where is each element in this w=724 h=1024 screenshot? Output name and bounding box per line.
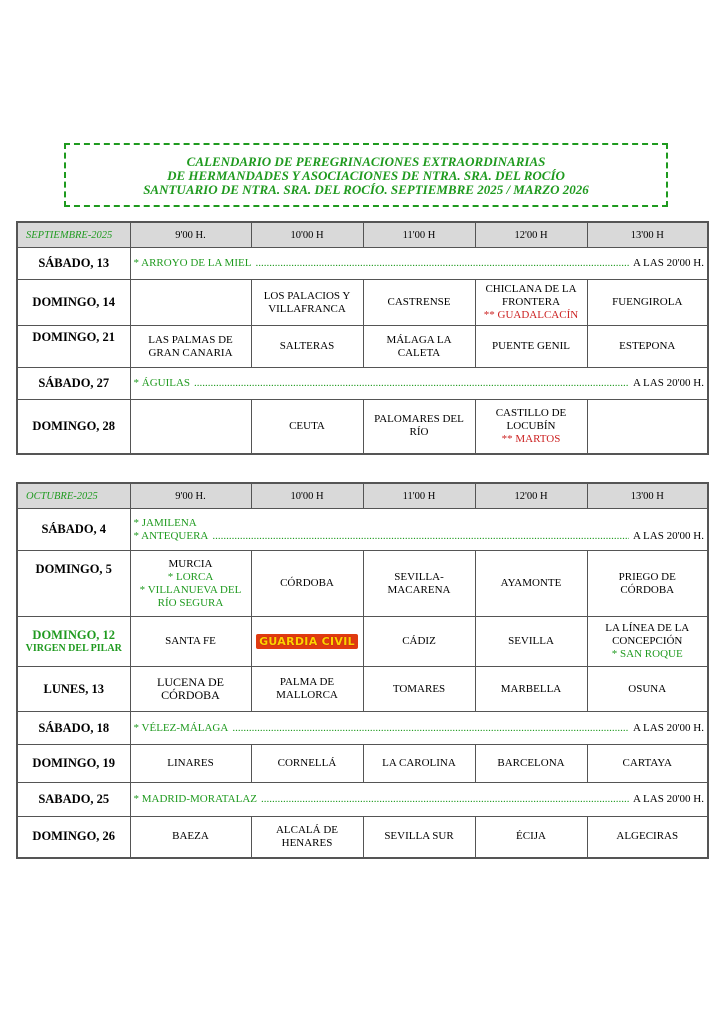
- table-header-row: [17, 483, 708, 509]
- month-label: SEPTIEMBRE-2025: [17, 222, 130, 248]
- time-header: 11'00 H: [363, 222, 475, 248]
- cell-12h: PUENTE GENIL: [475, 326, 587, 368]
- time-header: 10'00 H: [251, 222, 363, 248]
- single-event: [130, 248, 708, 280]
- cell-10h: LOS PALACIOS Y VILLAFRANCA: [251, 280, 363, 326]
- time-header: 13'00 H: [587, 222, 708, 248]
- event-name: * ANTEQUERA: [133, 529, 209, 542]
- event-name: * MADRID-MORATALAZ: [133, 793, 257, 805]
- cell-10h: ALCALÁ DE HENARES: [251, 817, 363, 858]
- cell-12h: ÉCIJA: [475, 817, 587, 858]
- hermandad-name: CHICLANA DE LA FRONTERA: [485, 283, 577, 308]
- table-header-row: [17, 222, 708, 248]
- day-label: SÁBADO, 4: [17, 509, 130, 551]
- hermandad-name: CASTILLO DE LOCUBÍN: [495, 406, 567, 432]
- table-row: [17, 326, 708, 368]
- cell-10h: [251, 617, 363, 667]
- cell-12h: SEVILLA: [475, 617, 587, 667]
- day-label: LUNES, 13: [17, 667, 130, 712]
- day-label: SABADO, 25: [17, 783, 130, 817]
- table-row: [17, 745, 708, 783]
- event-name: * VÉLEZ-MÁLAGA: [133, 721, 229, 734]
- cell-10h: CÓRDOBA: [251, 551, 363, 617]
- table-row: [17, 712, 708, 745]
- day-label: DOMINGO, 21: [17, 326, 130, 368]
- cell-13h: OSUNA: [587, 667, 708, 712]
- single-event: [130, 509, 708, 551]
- hermandad-name: MURCIA: [168, 557, 213, 570]
- cell-12h: AYAMONTE: [475, 551, 587, 617]
- event-time: A LAS 20'00 H.: [632, 721, 704, 734]
- table-row: [17, 400, 708, 454]
- cell-9h: SANTA FE: [130, 617, 251, 667]
- day-label: DOMINGO, 12 VIRGEN DEL PILAR: [17, 617, 130, 667]
- table-row: [17, 509, 708, 551]
- title-line-2: DE HERMANDADES Y ASOCIACIONES DE NTRA. SRA. DEL ROCÍO: [167, 168, 565, 183]
- table-row: [17, 783, 708, 817]
- guardia-civil-logo: GUARDIA CIVIL: [256, 634, 358, 649]
- cell-9h: [130, 400, 251, 454]
- event-time: A LAS 20'00 H.: [632, 529, 704, 542]
- cell-13h: [587, 400, 708, 454]
- day-label: DOMINGO, 26: [17, 817, 130, 858]
- table-row: [17, 280, 708, 326]
- cell-12h: [475, 280, 587, 326]
- cell-13h: ALGECIRAS: [587, 817, 708, 858]
- cell-10h: SALTERAS: [251, 326, 363, 368]
- cell-11h: SEVILLA-MACARENA: [363, 551, 475, 617]
- cell-11h: MÁLAGA LA CALETA: [363, 326, 475, 368]
- cell-9h: LUCENA DE CÓRDOBA: [130, 667, 251, 712]
- time-header: 10'00 H: [251, 483, 363, 509]
- event-time: A LAS 20'00 H.: [632, 377, 704, 389]
- calendar-title-box: [64, 143, 668, 207]
- hermandad-name-extra: * LORCA: [167, 570, 214, 583]
- day-label: SÁBADO, 13: [17, 248, 130, 280]
- time-header: 11'00 H: [363, 483, 475, 509]
- day-label: DOMINGO, 5: [17, 551, 130, 617]
- event-name: * ARROYO DE LA MIEL: [133, 257, 252, 269]
- day-label: SÁBADO, 18: [17, 712, 130, 745]
- cell-12h: [475, 400, 587, 454]
- cell-11h: SEVILLA SUR: [363, 817, 475, 858]
- time-header: 13'00 H: [587, 483, 708, 509]
- title-line-3: SANTUARIO DE NTRA. SRA. DEL ROCÍO. SEPTIEMBRE 2025 / MARZO 2026: [143, 182, 589, 197]
- day-label: DOMINGO, 28: [17, 400, 130, 454]
- october-table: [16, 482, 709, 859]
- cell-9h: [130, 280, 251, 326]
- cell-10h: PALMA DE MALLORCA: [251, 667, 363, 712]
- month-label: OCTUBRE-2025: [17, 483, 130, 509]
- september-table: [16, 221, 709, 455]
- event-name: * JAMILENA: [133, 516, 197, 529]
- table-row: [17, 248, 708, 280]
- day-sublabel: VIRGEN DEL PILAR: [25, 642, 122, 654]
- cell-9h: LAS PALMAS DE GRAN CANARIA: [130, 326, 251, 368]
- hermandad-name-extra: * VILLANUEVA DEL: [139, 583, 242, 596]
- table-row: [17, 667, 708, 712]
- cell-13h: PRIEGO DE CÓRDOBA: [587, 551, 708, 617]
- single-event: [130, 712, 708, 745]
- cell-13h: FUENGIROLA: [587, 280, 708, 326]
- time-header: 9'00 H.: [130, 483, 251, 509]
- single-event: [130, 783, 708, 817]
- event-name: * ÁGUILAS: [133, 377, 191, 389]
- cell-13h: CARTAYA: [587, 745, 708, 783]
- cell-9h: [130, 551, 251, 617]
- title-line-1: CALENDARIO DE PEREGRINACIONES EXTRAORDINARIAS: [186, 154, 546, 169]
- cell-11h: CÁDIZ: [363, 617, 475, 667]
- cell-10h: CEUTA: [251, 400, 363, 454]
- hermandad-name-extra: RÍO SEGURA: [157, 596, 224, 609]
- hermandad-name-extra: ** MARTOS: [501, 432, 561, 445]
- cell-11h: TOMARES: [363, 667, 475, 712]
- time-header: 12'00 H: [475, 483, 587, 509]
- hermandad-name: LA LÍNEA DE LA CONCEPCIÓN: [605, 622, 690, 647]
- cell-10h: CORNELLÁ: [251, 745, 363, 783]
- event-time: A LAS 20'00 H.: [632, 793, 704, 805]
- cell-12h: MARBELLA: [475, 667, 587, 712]
- cell-9h: LINARES: [130, 745, 251, 783]
- time-header: 9'00 H.: [130, 222, 251, 248]
- cell-11h: PALOMARES DEL RÍO: [363, 400, 475, 454]
- cell-12h: BARCELONA: [475, 745, 587, 783]
- day-label: SÁBADO, 27: [17, 368, 130, 400]
- hermandad-name-extra: ** GUADALCACÍN: [483, 309, 579, 321]
- cell-13h: ESTEPONA: [587, 326, 708, 368]
- single-event: [130, 368, 708, 400]
- cell-9h: BAEZA: [130, 817, 251, 858]
- day-label: DOMINGO, 14: [17, 280, 130, 326]
- cell-11h: CASTRENSE: [363, 280, 475, 326]
- table-row: [17, 368, 708, 400]
- hermandad-name-extra: * SAN ROQUE: [611, 648, 683, 660]
- day-label: DOMINGO, 19: [17, 745, 130, 783]
- cell-13h: [587, 617, 708, 667]
- cell-11h: LA CAROLINA: [363, 745, 475, 783]
- time-header: 12'00 H: [475, 222, 587, 248]
- table-row: [17, 817, 708, 858]
- event-time: A LAS 20'00 H.: [632, 257, 704, 269]
- table-row: [17, 617, 708, 667]
- table-row: [17, 551, 708, 617]
